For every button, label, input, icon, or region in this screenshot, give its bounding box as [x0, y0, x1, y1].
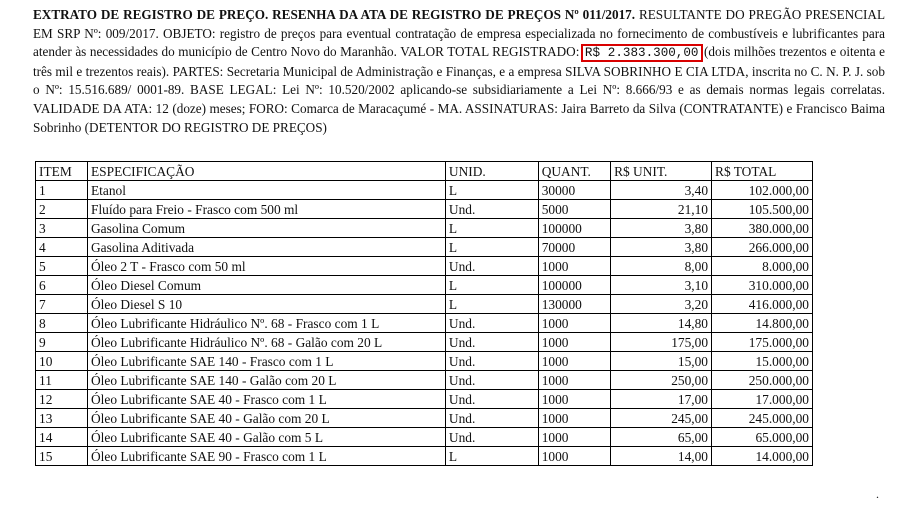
cell-specification: Gasolina Comum	[88, 219, 446, 238]
extract-text-part1: RESULTANTE DO PREGÃO PRESENCIAL EM SRP Nº: 009/2017. OBJETO: registro de preços para eventual contratação de empresa especializada no fornecimento de combustíveis e lubrificantes para atender às necessidades do município de Centro Novo do Maranhão. VALOR TOTAL REGISTRADO:	[33, 7, 885, 60]
table-row	[36, 428, 813, 447]
cell-unit: L	[445, 295, 538, 314]
cell-total: 310.000,00	[712, 276, 813, 295]
cell-unit-price: 17,00	[611, 390, 712, 409]
cell-item: 2	[36, 200, 88, 219]
column-header-item: ITEM	[36, 162, 88, 181]
cell-total: 380.000,00	[712, 219, 813, 238]
cell-item: 14	[36, 428, 88, 447]
table-row	[36, 447, 813, 466]
table-header-row	[36, 162, 813, 181]
cell-quantity: 1000	[538, 352, 610, 371]
cell-unit: L	[445, 447, 538, 466]
cell-specification: Gasolina Aditivada	[88, 238, 446, 257]
cell-total: 65.000,00	[712, 428, 813, 447]
cell-item: 7	[36, 295, 88, 314]
table-row	[36, 276, 813, 295]
cell-unit: Und.	[445, 428, 538, 447]
cell-quantity: 5000	[538, 200, 610, 219]
cell-quantity: 100000	[538, 276, 610, 295]
cell-specification: Óleo Lubrificante Hidráulico Nº. 68 - Frasco com 1 L	[88, 314, 446, 333]
cell-quantity: 1000	[538, 390, 610, 409]
cell-unit-price: 3,80	[611, 219, 712, 238]
cell-item: 8	[36, 314, 88, 333]
table-row	[36, 352, 813, 371]
table-body	[36, 181, 813, 466]
cell-total: 15.000,00	[712, 352, 813, 371]
cell-item: 11	[36, 371, 88, 390]
table-row	[36, 333, 813, 352]
cell-specification: Fluído para Freio - Frasco com 500 ml	[88, 200, 446, 219]
cell-specification: Óleo 2 T - Frasco com 50 ml	[88, 257, 446, 276]
price-registry-table	[35, 161, 813, 466]
cell-specification: Óleo Lubrificante SAE 40 - Galão com 5 L	[88, 428, 446, 447]
cell-quantity: 1000	[538, 333, 610, 352]
table-row	[36, 409, 813, 428]
cell-unit: Und.	[445, 371, 538, 390]
cell-quantity: 1000	[538, 447, 610, 466]
cell-specification: Óleo Lubrificante Hidráulico Nº. 68 - Galão com 20 L	[88, 333, 446, 352]
cell-item: 13	[36, 409, 88, 428]
column-header-specification: ESPECIFICAÇÃO	[88, 162, 446, 181]
cell-total: 14.800,00	[712, 314, 813, 333]
cell-total: 14.000,00	[712, 447, 813, 466]
cell-total: 102.000,00	[712, 181, 813, 200]
column-header-total: R$ TOTAL	[712, 162, 813, 181]
table-row	[36, 295, 813, 314]
cell-unit-price: 250,00	[611, 371, 712, 390]
total-value-highlight: R$ 2.383.300,00	[584, 46, 699, 61]
table-row	[36, 238, 813, 257]
cell-total: 266.000,00	[712, 238, 813, 257]
column-header-unit-price: R$ UNIT.	[611, 162, 712, 181]
cell-specification: Óleo Diesel S 10	[88, 295, 446, 314]
cell-unit: Und.	[445, 409, 538, 428]
table-row	[36, 390, 813, 409]
cell-total: 8.000,00	[712, 257, 813, 276]
cell-unit: L	[445, 276, 538, 295]
cell-quantity: 1000	[538, 257, 610, 276]
table-row	[36, 219, 813, 238]
cell-unit-price: 21,10	[611, 200, 712, 219]
cell-quantity: 100000	[538, 219, 610, 238]
cell-specification: Óleo Lubrificante SAE 40 - Galão com 20 L	[88, 409, 446, 428]
cell-specification: Óleo Lubrificante SAE 140 - Galão com 20 L	[88, 371, 446, 390]
cell-unit-price: 8,00	[611, 257, 712, 276]
column-header-quantity: QUANT.	[538, 162, 610, 181]
cell-total: 416.000,00	[712, 295, 813, 314]
cell-unit-price: 15,00	[611, 352, 712, 371]
extract-header-paragraph	[33, 6, 885, 137]
cell-item: 12	[36, 390, 88, 409]
cell-item: 10	[36, 352, 88, 371]
table-row	[36, 371, 813, 390]
cell-total: 175.000,00	[712, 333, 813, 352]
cell-specification: Óleo Lubrificante SAE 40 - Frasco com 1 L	[88, 390, 446, 409]
cell-specification: Óleo Lubrificante SAE 90 - Frasco com 1 L	[88, 447, 446, 466]
cell-quantity: 30000	[538, 181, 610, 200]
cell-quantity: 70000	[538, 238, 610, 257]
cell-unit-price: 65,00	[611, 428, 712, 447]
cell-unit-price: 175,00	[611, 333, 712, 352]
cell-unit: Und.	[445, 257, 538, 276]
cell-unit: L	[445, 238, 538, 257]
cell-unit: L	[445, 219, 538, 238]
cell-quantity: 1000	[538, 314, 610, 333]
cell-unit-price: 3,80	[611, 238, 712, 257]
cell-unit: Und.	[445, 333, 538, 352]
cell-specification: Etanol	[88, 181, 446, 200]
cell-unit: Und.	[445, 390, 538, 409]
cell-item: 9	[36, 333, 88, 352]
cell-quantity: 130000	[538, 295, 610, 314]
cell-total: 17.000,00	[712, 390, 813, 409]
cell-item: 1	[36, 181, 88, 200]
cell-quantity: 1000	[538, 428, 610, 447]
footer-mark: .	[876, 487, 879, 501]
cell-specification: Óleo Lubrificante SAE 140 - Frasco com 1 L	[88, 352, 446, 371]
column-header-unit: UNID.	[445, 162, 538, 181]
cell-total: 105.500,00	[712, 200, 813, 219]
cell-quantity: 1000	[538, 371, 610, 390]
cell-quantity: 1000	[538, 409, 610, 428]
cell-total: 250.000,00	[712, 371, 813, 390]
cell-item: 6	[36, 276, 88, 295]
extract-text-part2: (dois milhões trezentos e oitenta e três mil e trezentos reais). PARTES: Secretaria Municipal de Administração e Finanças, e a empresa SILVA SOBRINHO E CIA LTDA, inscrita no C. N. P. J. sob o Nº: 15.516.689/ 0001-89. BASE LEGAL: Lei Nº: 10.520/2002 aplicando-se subsidiariamente a Lei Nº: 8.666/93 e as demais normas legais correlatas. VALIDADE DA ATA: 12 (doze) meses; FORO: Comarca de Maracaçumé - MA. ASSINATURAS: Jaira Barreto da Silva (CONTRATANTE) e Francisco Baima Sobrinho (DETENTOR DO REGISTRO DE PREÇOS)	[33, 44, 885, 135]
cell-unit-price: 3,10	[611, 276, 712, 295]
cell-item: 15	[36, 447, 88, 466]
cell-unit-price: 245,00	[611, 409, 712, 428]
extract-title: EXTRATO DE REGISTRO DE PREÇO. RESENHA DA ATA DE REGISTRO DE PREÇOS Nº 011/2017.	[33, 7, 636, 22]
cell-unit: Und.	[445, 200, 538, 219]
table-row	[36, 314, 813, 333]
table-row	[36, 200, 813, 219]
cell-unit: Und.	[445, 314, 538, 333]
cell-unit-price: 3,40	[611, 181, 712, 200]
cell-item: 5	[36, 257, 88, 276]
cell-unit: Und.	[445, 352, 538, 371]
cell-item: 4	[36, 238, 88, 257]
cell-item: 3	[36, 219, 88, 238]
table-row	[36, 257, 813, 276]
cell-specification: Óleo Diesel Comum	[88, 276, 446, 295]
cell-unit-price: 3,20	[611, 295, 712, 314]
cell-unit-price: 14,00	[611, 447, 712, 466]
table-row	[36, 181, 813, 200]
cell-total: 245.000,00	[712, 409, 813, 428]
cell-unit-price: 14,80	[611, 314, 712, 333]
cell-unit: L	[445, 181, 538, 200]
